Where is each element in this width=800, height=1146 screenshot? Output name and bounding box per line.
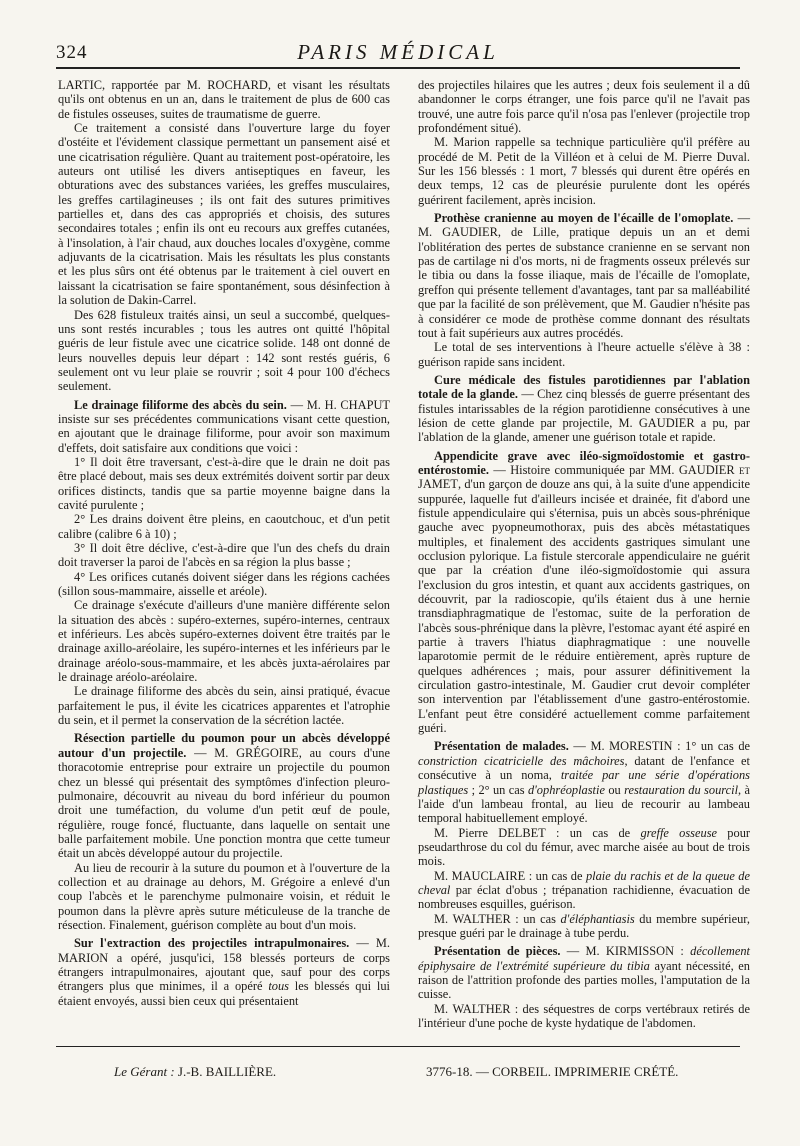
paragraph-text: les blessés qui lui étaient envoyés, aussi bien ceux qui présentaient (58, 979, 390, 1008)
paragraph: Au lieu de recourir à la suture du poumon et à l'ouverture de la collection et au drainage au dehors, M. Grégoire a enlevé d'un coup l'abcès et le parenchyme pulmonaire voisin, et réduit le poumon dans la plèvre après suture méticuleuse de la tranche de résection. Finalement, guérison complète au bout d'un mois. (58, 860, 390, 932)
section-resection: Résection partielle du poumon pour un abcès développé autour d'un projectile. — M. GRÉGOIRE, au cours d'une thoracotomie entreprise pour extraire un projectile du poumon chez un blessé qui présentait des symptômes d'infection pleuro-pulmonaire, découvrit au niveau du bord inférieur du poumon droit une tuméfaction, du volume d'un petit œuf de poule, régulière, rouge foncé, fluctuante, dans laquelle on sentait une balle parfaitement mobile. Une ponction montra que cette tumeur était un abcès développé autour du projectile. (58, 731, 390, 861)
paragraph (418, 912, 750, 941)
paragraph-text: Histoire communiquée par MM. (510, 462, 679, 477)
paragraph-text: : 1° un cas de (672, 739, 751, 754)
author-name: WALTHER (452, 911, 511, 926)
paragraph: M. Marion rappelle sa technique particulière qu'il préfère au procédé de M. Petit de la Villéon et à celui de M. Pierre Duval. Sur les 156 blessés : 1 mort, 7 blessés qui durent être opérés en deux temps, 12 cas de pleurésie purulente dont les opérés guérirent facilement, après incision. (418, 135, 750, 207)
paragraph: Le total de ses interventions à l'heure actuelle s'élève à 38 : guérison rapide sans incident. (418, 340, 750, 369)
emphasis-text: greffe osseuse (640, 825, 718, 840)
emphasis-text: décollement épiphysaire de l'extrémité supérieure du tibia (418, 944, 750, 973)
left-column (58, 78, 390, 1008)
section-pieces: Présentation de pièces. — M. KIRMISSON : décollement épiphysaire de l'extrémité supérieure du tibia ayant nécessité, en raison de l'attrition profonde des parties molles, l'amputation de la cuisse. (418, 944, 750, 1002)
condition-item: 1° Il doit être traversant, c'est-à-dire que le drain ne doit pas être placé debout, mais ses deux extrémités doivent sortir par deux orifices distincts, tandis que sa partie moyenne baigne dans la cavité purulente ; (58, 454, 390, 512)
paragraph-text: a opéré, jusqu'ici, 158 blessés porteurs de corps étrangers intrapulmonaires, ajoutant que, sauf pour des corps étrangers plus que minimes, il a opéré (58, 950, 390, 994)
page-number: 324 (56, 42, 88, 63)
journal-page (56, 34, 751, 1079)
condition-item: 4° Les orifices cutanés doivent siéger dans les régions cachées (sillon sous-mammaire, aisselle et aréole). (58, 569, 390, 599)
paragraph-text: par éclat d'obus ; trépanation rachidienne, évacuation de nombreuses esquilles, guérison. (418, 882, 750, 912)
condition-item: 3° Il doit être déclive, c'est-à-dire que l'un des chefs du drain doit traverser la paroi de l'abcès en sa région la plus basse ; (58, 541, 390, 570)
paragraph: LARTIC, rapportée par M. ROCHARD, et visant les résultats qu'ils ont obtenus en un an, dans le traitement de plus de 600 cas de fistules osseuses, suites de traumatisme de guerre. (58, 78, 390, 121)
paragraph: Des 628 fistuleux traités ainsi, un seul a succombé, quelques-uns sont restés incurables ; tous les autres ont quitté l'hôpital guéris de leur fistule avec une cicatrice solide. 148 ont donné de leurs nouvelles depuis leur départ : 142 sont restés guéris, 6 seulement ont vu leur plaie se rouvrir ; soit 4 pour 100 d'échecs seulement. (58, 307, 390, 394)
section-title: Résection partielle du poumon pour un abcès développé autour d'un projectile. (58, 731, 390, 760)
paragraph-text: a pu, par l'ablation de la glande, amener une guérison totale et rapide. (418, 415, 750, 445)
paragraph-text: du membre supérieur, presque guéri par le drainage à tube perdu. (418, 911, 751, 940)
section-extraction: Sur l'extraction des projectiles intrapulmonaires. — M. MARION a opéré, jusqu'ici, 158 blessés porteurs de corps étrangers intrapulmonaires, ajoutant que, sauf pour des corps étrangers plus que minimes, il a opéré tous les blessés qui lui étaient envoyés, aussi bien ceux qui présentaient (58, 936, 391, 1008)
emphasis-text: plaie du rachis et de la queue de cheval (418, 868, 750, 897)
emphasis-text: tous (268, 979, 289, 994)
paragraph-text: , de Lille, pratique depuis un an et demi l'oblitération des pertes de substance cranienne en se servant non pas de cartilage ni d'os morts, ni de fragments osseux prélevés sur le tibia ou dans la fosse iliaque, mais de l'écaille de l'omoplate, greffon qui présente tellement d'avantages, tant par sa malléabilité que par la facilité de son prélèvement, que M. Gaudier n'hésite pas à considérer ce mode de prothèse comme donnant des résultats tout à fait supérieurs aux autres procédés. (418, 225, 750, 340)
gerant-name: J.-B. BAILLIÈRE. (177, 1064, 277, 1079)
paragraph-text: Chez cinq blessés de guerre présentant des fistules intarissables de la région parotidienne consécutives à une lésion de cette glande par projectile, M. (418, 387, 750, 430)
author-name: M. KIRMISSON (585, 944, 675, 959)
paragraph-text: M. (434, 1001, 453, 1016)
author-name: GAUDIER (638, 415, 695, 430)
paragraph-text: , d'un garçon de douze ans qui, à la suite d'une appendicite suppurée, laquelle fut d'ailleurs incisée et drainée, fit d'abord une fistule appendiculaire qui s'éternisa, puis un abcès sous-phrénique gauche avec pyopneumothorax, puis des abcès métastatiques multiples, et finalement des accidents gastriques simulant une occlusion pylorique. La fistule stercorale appendiculaire ne guérit que par la création d'une iléo-sigmoïdostomie qui assura l'exclusion du gros intestin, et quant aux accidents gastriques, on découvrit, par la radioscopie, qu'ils étaient dus à une hernie transdiaphragmatique de l'estomac, suite de la perforation de l'abcès sous-phrénique dans la plèvre, l'estomac ayant été aspiré en partie à travers l'hiatus diaphragmatique : une nouvelle laparotomie permit de le réduire entièrement, après rupture de quelques adhérences ; mais, pour assurer définitivement la circulation gastro-intestinale, M. Gaudier crut devoir compléter son intervention par l'établissement d'une gastro-entérostomie. L'enfant peut être considéré actuellement comme parfaitement guéri. (418, 477, 750, 736)
section-prothese: Prothèse cranienne au moyen de l'écaille de l'omoplate. — M. GAUDIER, de Lille, pratique depuis un an et demi l'oblitération des pertes de substance cranienne en se servant non pas de cartilage ni d'os morts, ni de fragments osseux prélevés sur le tibia ou dans la fosse iliaque, mais de l'écaille de l'omoplate, greffon qui présente tellement d'avantages, tant par sa malléabilité que par la facilité de son prélèvement, que M. Gaudier n'hésite pas à considérer ce mode de prothèse comme donnant des résultats tout à fait supérieurs aux autres procédés. (418, 211, 750, 340)
journal-title: PARIS MÉDICAL (297, 40, 499, 64)
section-appendicite: Appendicite grave avec iléo-sigmoïdostomie et gastro-entérostomie. — Histoire communiquée par MM. GAUDIER et JAMET, d'un garçon de douze ans qui, à la suite d'une appendicite suppurée, laquelle fut d'ailleurs incisée et drainée, fit d'abord une fistule appendiculaire qui s'éternisa, puis un abcès sous-phrénique gauche avec pyopneumothorax, puis des abcès métastatiques multiples, et finalement des accidents gastriques simulant une occlusion pylorique. La fistule stercorale appendiculaire ne guérit que par la création d'une iléo-sigmoïdostomie qui assura l'exclusion du gros intestin, et quant aux accidents gastriques, on découvrit, par la radioscopie, qu'ils étaient dus à une hernie transdiaphragmatique de l'estomac, suite de la perforation de l'abcès sous-phrénique dans la plèvre, l'estomac ayant été aspiré en partie à travers l'hiatus diaphragmatique : une nouvelle laparotomie permit de le réduire entièrement, après rupture de quelques adhérences ; mais, pour assurer définitivement la circulation gastro-intestinale, M. Gaudier crut devoir compléter son intervention par l'établissement d'une gastro-entérostomie. L'enfant peut être considéré actuellement comme parfaitement guéri. (418, 448, 750, 736)
condition-item: 2° Les drains doivent être pleins, en caoutchouc, et d'un petit calibre (calibre 6 à 10) ; (58, 512, 390, 541)
paragraph: Ce drainage s'exécute d'ailleurs d'une manière différente selon la situation des abcès : supéro-externes, supéro-internes, centraux et inférieurs. Les abcès supéro-externes doivent être traités par le drainage axillo-aréolaire, les supéro-internes et les inférieurs par le drainage aréolo-sous-mammaire, et les abcès juxta-aérolaires par le drainage aréolo-aréolaire. (58, 598, 390, 685)
author-name: MAUCLAIRE (451, 868, 526, 883)
paragraph-text: ou (604, 782, 625, 797)
paragraph (418, 869, 750, 912)
section-malades: Présentation de malades. — M. MORESTIN : 1° un cas de constriction cicatricielle des mâchoires, datant de l'enfance et consécutive à un noma, traitée par une série d'opérations plastiques ; 2° un cas d'ophréoplastie ou restauration du sourcil, à l'aide d'un lambeau frontal, au lieu de recourir au lambeau temporal habituellement employé. (418, 739, 751, 826)
author-name: M. MORESTIN (590, 739, 673, 754)
section-title: Appendicite grave avec iléo-sigmoïdostomie et gastro-entérostomie. (418, 448, 750, 477)
paragraph-text: ; 2° un cas (468, 782, 528, 797)
section-title: Présentation de malades. (434, 739, 569, 754)
paragraph-text: M. (434, 868, 452, 883)
paragraph-text: : un cas de (545, 825, 641, 840)
paragraph-text: ayant nécessité, en raison de l'attrition profonde des parties molles, l'amputation de la cuisse. (418, 958, 750, 1002)
paragraph-text: M. (434, 911, 453, 926)
paragraph-text: M. Pierre (434, 825, 499, 840)
paragraph: Ce traitement a consisté dans l'ouverture large du foyer d'ostéite et l'évidement classique permettant un pansement aisé et une cicatrisation régulière. Quant au traitement post-opératoire, les auteurs ont utilisé les divers antiseptiques en faveur, les obturations avec des substances variées, les greffes musculaires, les greffes cartilagineuses ; ils ont fait des sutures primitives partielles et, dans des cas appropriés et choisis, des sutures secondaires totales ; enfin ils ont eu recours aux greffes cutanées, à l'insolation, à l'air chaud, aux douches locales d'oxygène, comme adjuvants de la cicatrisation. Mais les résultats les plus constants et les plus sûrs ont été obtenus par le traitement à ciel ouvert en laissant la cicatrisation se faire spontanément, sous désinfection à la solution de Dakin-Carrel. (58, 121, 390, 308)
paragraph: des projectiles hilaires que les autres ; deux fois seulement il a dû abandonner le corps étranger, une fois parce qu'il ne l'avait pas trouvé, une autre fois parce qu'il n'osa pas l'enlever (projectile trop profondément situé). (418, 78, 750, 136)
paragraph-text: , à l'aide d'un lambeau frontal, au lieu de recourir au lambeau temporal habituellement employé. (418, 782, 751, 826)
section-title: Prothèse cranienne au moyen de l'écaille de l'omoplate. (434, 211, 734, 226)
section-title: Sur l'extraction des projectiles intrapulmonaires. (74, 936, 350, 951)
paragraph-text: pour pseudarthrose du col du fémur, avec marche aisée au bout de trois mois. (418, 825, 751, 869)
paragraph-text: : des séquestres de corps vertébraux retirés de l'intérieur d'une poche de kyste hydatique de l'abdomen. (418, 1001, 751, 1030)
section-title: Présentation de pièces. (434, 944, 561, 959)
author-name: DELBET (498, 825, 546, 840)
gerant-label: Le Gérant : (114, 1064, 175, 1079)
section-parotide: Cure médicale des fistules parotidiennes par l'ablation totale de la glande. — Chez cinq blessés de guerre présentant des fistules intarissables de la région parotidienne consécutives à une lésion de cette glande par projectile, M. GAUDIER a pu, par l'ablation de la glande, amener une guérison totale et rapide. (418, 372, 750, 445)
section-title: Cure médicale des fistules parotidiennes par l'ablation totale de la glande. (418, 372, 750, 402)
emphasis-text: restauration du sourcil (624, 782, 739, 797)
article-columns (56, 78, 751, 1078)
printer-imprint: 3776-18. — CORBEIL. IMPRIMERIE CRÉTÉ. (426, 1064, 679, 1079)
paragraph-text: : (674, 944, 691, 959)
author-name: M. GAUDIER (418, 225, 498, 240)
paragraph-text: , au cours d'une thoracotomie entreprise pour extraire un projectile du poumon chez un blessé qui présentait des symptômes d'infection pleuro-pulmonaire, découvrit au niveau du bord inférieur du poumon droit une tuméfaction, du volume d'un petit œuf de poule, régulière, rouge foncé, fluctuante, dans laquelle on sentait une balle parfaitement mobile. Une ponction montra que cette tumeur était un abcès développé autour du projectile. (58, 745, 390, 861)
author-name: M. MARION (58, 936, 391, 965)
emphasis-text: constriction cicatricielle des mâchoires (418, 753, 625, 768)
paragraph-text: : un cas (510, 911, 561, 926)
paragraph (418, 1002, 750, 1031)
emphasis-text: d'ophréoplastie (527, 782, 605, 797)
header-rule (56, 67, 740, 69)
emphasis-text: traitée par une série d'opérations plastiques (418, 768, 750, 797)
paragraph: Le drainage filiforme des abcès du sein, ainsi pratiqué, évacue parfaitement le pus, il évite les cicatrices apparentes et l'atrophie du sein, et il permet la conservation de la sécrétion lactée. (58, 684, 390, 728)
gerant-line (114, 1064, 276, 1080)
section-drainage: Le drainage filiforme des abcès du sein. — M. H. CHAPUT insiste sur ses précédentes communications visant cette question, en ajoutant que le drainage filiforme, pour avoir son maximum d'effets, doit satisfaire aux conditions que voici : (58, 397, 390, 455)
author-name: M. GRÉGOIRE (214, 745, 299, 760)
right-column (418, 78, 750, 1030)
paragraph-text: : un cas de (525, 868, 586, 883)
page-header (56, 34, 740, 64)
paragraph (418, 826, 750, 869)
author-name: M. H. CHAPUT (306, 397, 390, 412)
paragraph-text: , datant de l'enfance et consécutive à un noma, (418, 753, 750, 783)
author-name: GAUDIER et JAMET (418, 462, 750, 492)
footer-rule (56, 1046, 740, 1047)
emphasis-text: d'éléphantiasis (560, 911, 635, 926)
author-name: WALTHER (452, 1001, 511, 1016)
paragraph-text: insiste sur ses précédentes communications visant cette question, en ajoutant que le drainage filiforme, pour avoir son maximum d'effets, doit satisfaire aux conditions que voici : (58, 411, 390, 455)
section-title: Le drainage filiforme des abcès du sein. (74, 397, 287, 412)
